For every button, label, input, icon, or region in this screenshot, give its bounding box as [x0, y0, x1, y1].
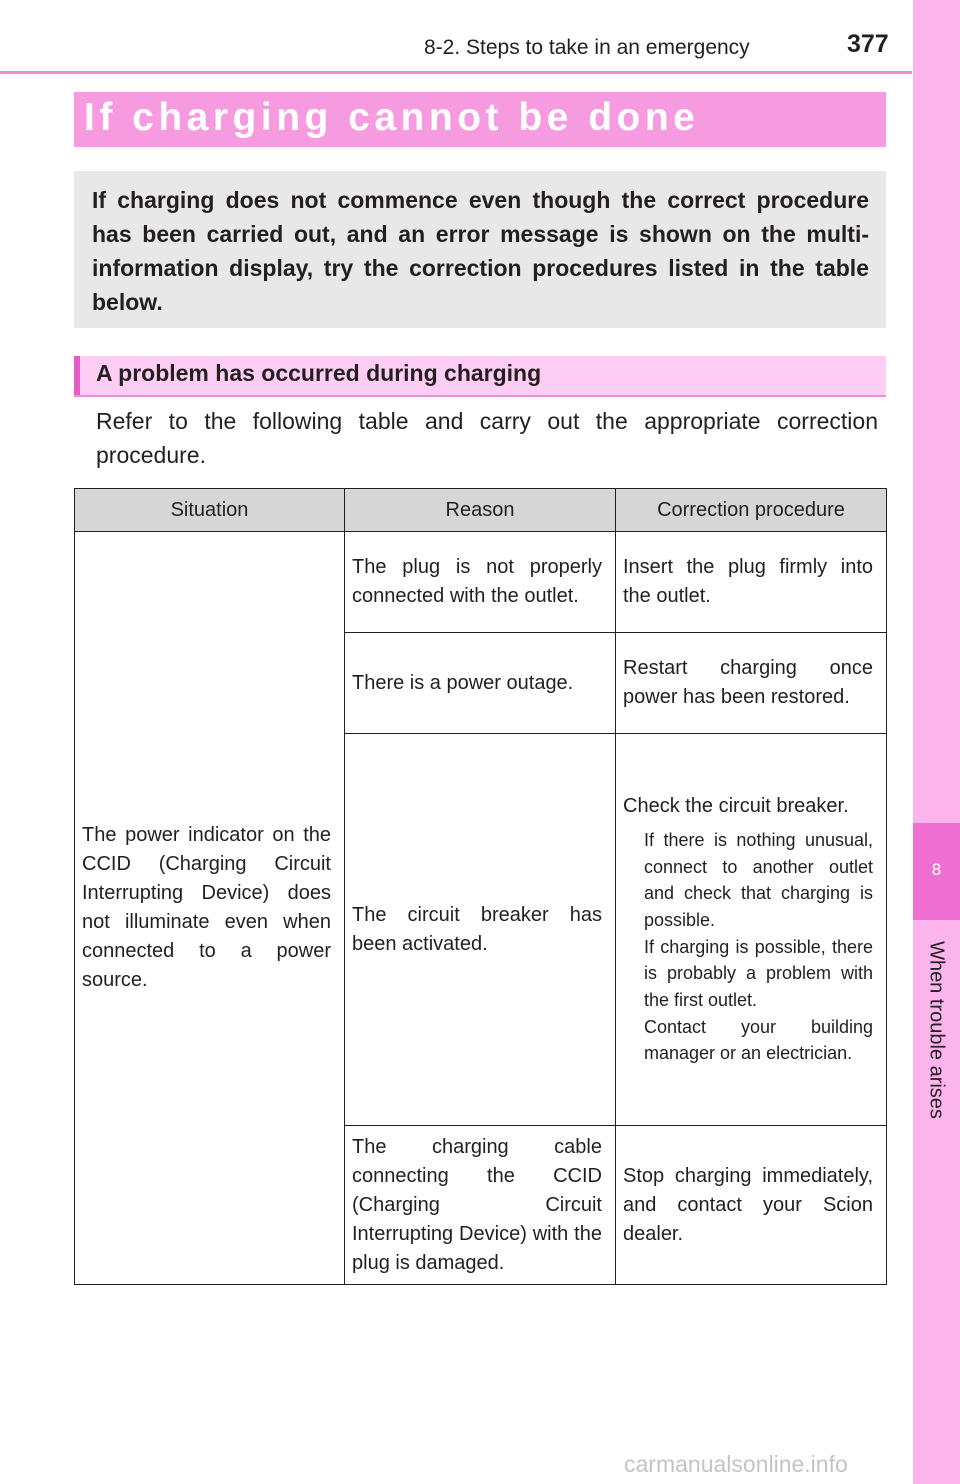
correction-text: Check the circuit breaker.: [623, 794, 849, 817]
correction-notes: [644, 827, 873, 1067]
intro-box: [74, 171, 886, 328]
reason-cell: There is a power outage.: [345, 633, 616, 734]
intro-text: If charging does not commence even though the correct procedure has been carried out, and an error message is shown on the multi-information display, try the correction procedures listed in the table below.: [92, 187, 869, 315]
page-number: 377: [847, 30, 889, 58]
chapter-side-tab: [913, 0, 960, 1484]
correction-note: Contact your building manager or an electrician.: [644, 1016, 873, 1064]
reason-cell: The charging cable connecting the CCID (Charging Circuit Interrupting Device) with the plug is damaged.: [345, 1126, 616, 1285]
correction-cell: Restart charging once power has been restored.: [616, 633, 887, 734]
section-title: 8-2. Steps to take in an emergency: [424, 36, 750, 59]
page-title-bar: [74, 92, 886, 147]
correction-note: If there is nothing unusual, connect to another outlet and check that charging is possible.: [644, 829, 873, 930]
column-header-reason: Reason: [345, 489, 616, 532]
situation-cell: The power indicator on the CCID (Charging Circuit Interrupting Device) does not illuminate even when connected to a power source.: [75, 532, 345, 1285]
reason-cell: The plug is not properly connected with the outlet.: [345, 532, 616, 633]
subheading-bar: [74, 356, 886, 395]
correction-cell: [616, 734, 887, 1126]
subheading-divider: [74, 395, 886, 397]
table-header-row: [75, 489, 887, 532]
troubleshooting-table: [74, 488, 887, 1285]
correction-note: If charging is possible, there is probably a problem with the first outlet.: [644, 936, 873, 1011]
page-title: If charging cannot be done: [84, 96, 700, 139]
table-row: [75, 532, 887, 633]
correction-cell: Insert the plug firmly into the outlet.: [616, 532, 887, 633]
column-header-situation: Situation: [75, 489, 345, 532]
chapter-title: When trouble arises: [925, 941, 948, 1119]
reason-cell: The circuit breaker has been activated.: [345, 734, 616, 1126]
subheading: A problem has occurred during charging: [96, 360, 542, 386]
watermark: carmanualsonline.info: [624, 1451, 848, 1477]
header-divider: [0, 71, 912, 74]
chapter-number: 8: [931, 860, 942, 879]
column-header-correction: Correction procedure: [616, 489, 887, 532]
body-text: Refer to the following table and carry out the appropriate correction procedure.: [96, 408, 878, 468]
correction-cell: Stop charging immediately, and contact your Scion dealer.: [616, 1126, 887, 1285]
